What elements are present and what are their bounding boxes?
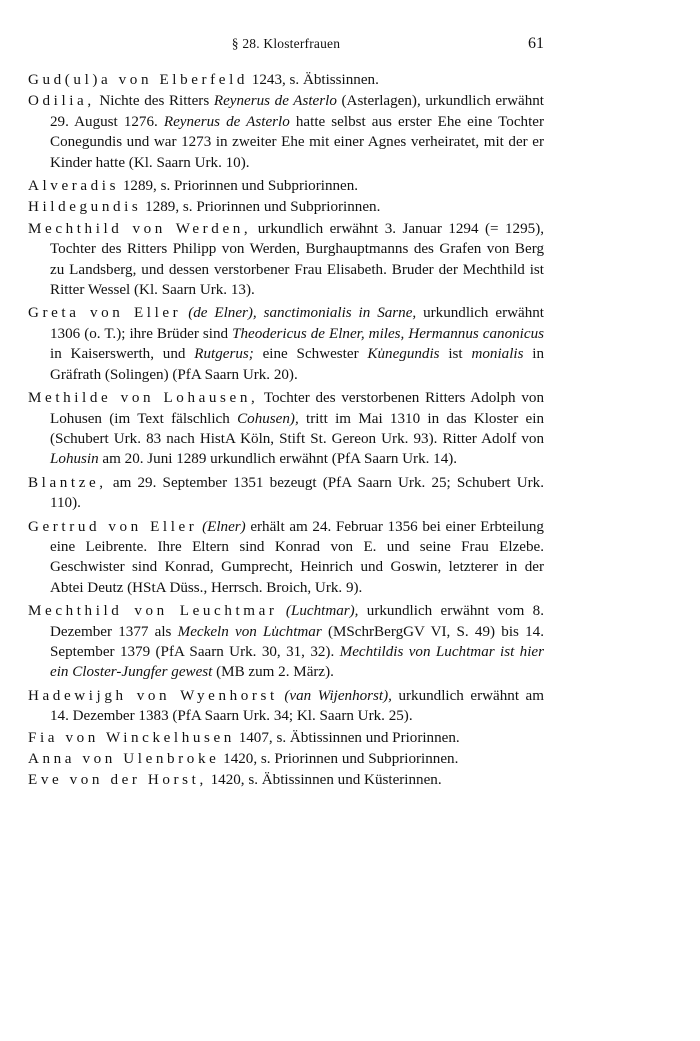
entry-text: in Gräfrath (Solingen) (PfA Saarn Urk. 20). bbox=[50, 346, 545, 383]
entry-text: (MB zum 2. März). bbox=[212, 664, 334, 681]
entry-text: Tochter des verstorbenen Ritters Adolph von Lohusen (im Text fälschlich bbox=[50, 390, 544, 427]
entry-name: Hildegundis bbox=[28, 199, 142, 216]
entry-text: hatte selbst aus erster Ehe eine Tochter Conegundis und war 1273 in zweiter Ehe mit einer Agnes verheiratet, mit der er Kinder hatte (Kl. Saarn Urk. 10). bbox=[50, 113, 544, 171]
register-entry bbox=[28, 91, 544, 173]
entry-name: Greta von Eller bbox=[28, 305, 182, 322]
entry-italic-text: monialis bbox=[471, 346, 524, 363]
entry-text: 1243, s. Äbtissinnen. bbox=[248, 72, 379, 88]
entry-italic-text: Meckeln von Lu̍chtmar bbox=[177, 623, 322, 640]
register-entry bbox=[28, 473, 544, 514]
entry-text: eine Schwester bbox=[253, 346, 368, 363]
entry-text: 1289, s. Priorinnen und Subpriorinnen. bbox=[119, 178, 359, 195]
entry-text: ist bbox=[439, 346, 472, 363]
register-entry bbox=[28, 70, 544, 90]
register-entry bbox=[28, 601, 544, 683]
entry-name: Methilde von Lohausen, bbox=[28, 390, 259, 407]
entry-name: Eve von der Horst, bbox=[28, 772, 207, 789]
entry-text: urkundlich erwähnt vom 8. Dezember 1377 als bbox=[50, 603, 545, 640]
entry-text: 1407, s. Äbtissinnen und Priorinnen. bbox=[234, 729, 460, 746]
entry-name: Fia von Winckelhusen bbox=[28, 729, 235, 746]
entry-italic-text: Ku̍negundis bbox=[367, 346, 440, 363]
register-entry bbox=[28, 686, 544, 727]
register-entry bbox=[28, 197, 544, 217]
entry-text: (MSchrBergGV VI, S. 49) bis 14. September 1379 (PfA Saarn Urk. 30, 31, 32). bbox=[50, 623, 544, 660]
entry-text: (Asterlagen), urkundlich erwähnt 29. August 1276. bbox=[50, 93, 544, 130]
register-entry bbox=[28, 303, 544, 385]
entry-name: Blantze, bbox=[28, 474, 107, 491]
entry-name: Hadewijgh von Wyenhorst bbox=[28, 687, 278, 704]
entry-text: 1420, s. Priorinnen und Subpriorinnen. bbox=[219, 751, 459, 767]
running-title: § 28. Klosterfrauen bbox=[231, 36, 341, 51]
running-header bbox=[28, 36, 544, 58]
entry-italic-text: (Elner) bbox=[202, 518, 246, 535]
register-entry bbox=[28, 517, 544, 599]
entry-text: 1420, s. Äbtissinnen und Küsterinnen. bbox=[206, 772, 442, 789]
entry-italic-text: Rutgerus; bbox=[194, 346, 254, 363]
entry-name: Gud(ul)a von Elberfeld bbox=[28, 72, 249, 88]
entry-name: Gertrud von Eller bbox=[28, 518, 198, 535]
entry-text: Nichte des Ritters bbox=[94, 93, 214, 110]
entry-italic-text: Cohusen), bbox=[237, 410, 299, 427]
entry-text: tritt im Mai 1310 in das Kloster ein (Schubert Urk. 83 nach HistA Köln, Stift St. Gereon Urk. 93). Ritter Adolf von bbox=[50, 410, 544, 447]
register-entry bbox=[28, 219, 544, 301]
entry-text bbox=[278, 603, 286, 619]
entry-italic-text: Theodericus de Elner, miles, Hermannus canonicus bbox=[232, 325, 544, 342]
page-number: 61 bbox=[528, 35, 544, 52]
entry-name: Alveradis bbox=[28, 178, 120, 195]
entry-name: Mechthild von Werden, bbox=[28, 220, 252, 237]
register-entry bbox=[28, 749, 544, 769]
entry-name: Odilia, bbox=[28, 93, 95, 110]
entry-name: Mechthild von Leuchtmar bbox=[28, 603, 278, 620]
entry-italic-text: Mechtildis von Luchtmar ist hier ein Closter-Jungfer gewest bbox=[50, 643, 544, 681]
entry-text: urkundlich erwähnt am 14. Dezember 1383 (PfA Saarn Urk. 34; Kl. Saarn Urk. 25). bbox=[50, 687, 544, 725]
entry-text: urkundlich erwähnt 1306 (o. T.); ihre Brüder sind bbox=[50, 305, 544, 342]
entry-text: am 20. Juni 1289 urkundlich erwähnt (PfA Saarn Urk. 14). bbox=[98, 451, 458, 468]
entry-text: in Kaiserswerth, und bbox=[50, 346, 195, 363]
entry-text: erhält am 24. Februar 1356 bei einer Erbteilung eine Leibrente. Ihre Eltern sind Konrad von E. und seine Frau Elzebe. Geschwister sind Konrad, Gumprecht, Heinrich und Goswin, letzterer in der Abtei Deutz (HStA Düss., Herrsch. Broich, Urk. 9). bbox=[50, 518, 544, 596]
entry-italic-text: (van Wijenhorst), bbox=[284, 687, 392, 704]
entry-italic-text: (de Elner), sanctimonialis in Sarne, bbox=[188, 305, 417, 322]
register-entry bbox=[28, 770, 544, 790]
entry-text: 1289, s. Priorinnen und Subpriorinnen. bbox=[141, 199, 381, 216]
entry-italic-text: (Luchtmar), bbox=[285, 603, 359, 620]
entry-italic-text: Reynerus de Asterlo bbox=[213, 93, 337, 110]
entry-name: Anna von Ulenbroke bbox=[28, 751, 220, 767]
register-entry bbox=[28, 176, 544, 196]
entry-text: am 29. September 1351 bezeugt (PfA Saarn Urk. 25; Schubert Urk. 110). bbox=[50, 474, 544, 512]
entry-italic-text: Reynerus de Asterlo bbox=[163, 113, 290, 130]
entry-list bbox=[28, 70, 544, 794]
register-entry bbox=[28, 388, 544, 470]
register-entry bbox=[28, 728, 544, 748]
entry-text: urkundlich erwähnt 3. Januar 1294 (= 1295), Tochter des Ritters Philipp von Werden, Burghauptmanns des Grafen von Berg zu Landsberg, und dessen verstorbener Frau Elisabeth. Bruder der Mechthild ist Ritter Wessel (Kl. Saarn Urk. 13). bbox=[50, 220, 544, 299]
entry-italic-text: Lohusin bbox=[50, 451, 99, 468]
